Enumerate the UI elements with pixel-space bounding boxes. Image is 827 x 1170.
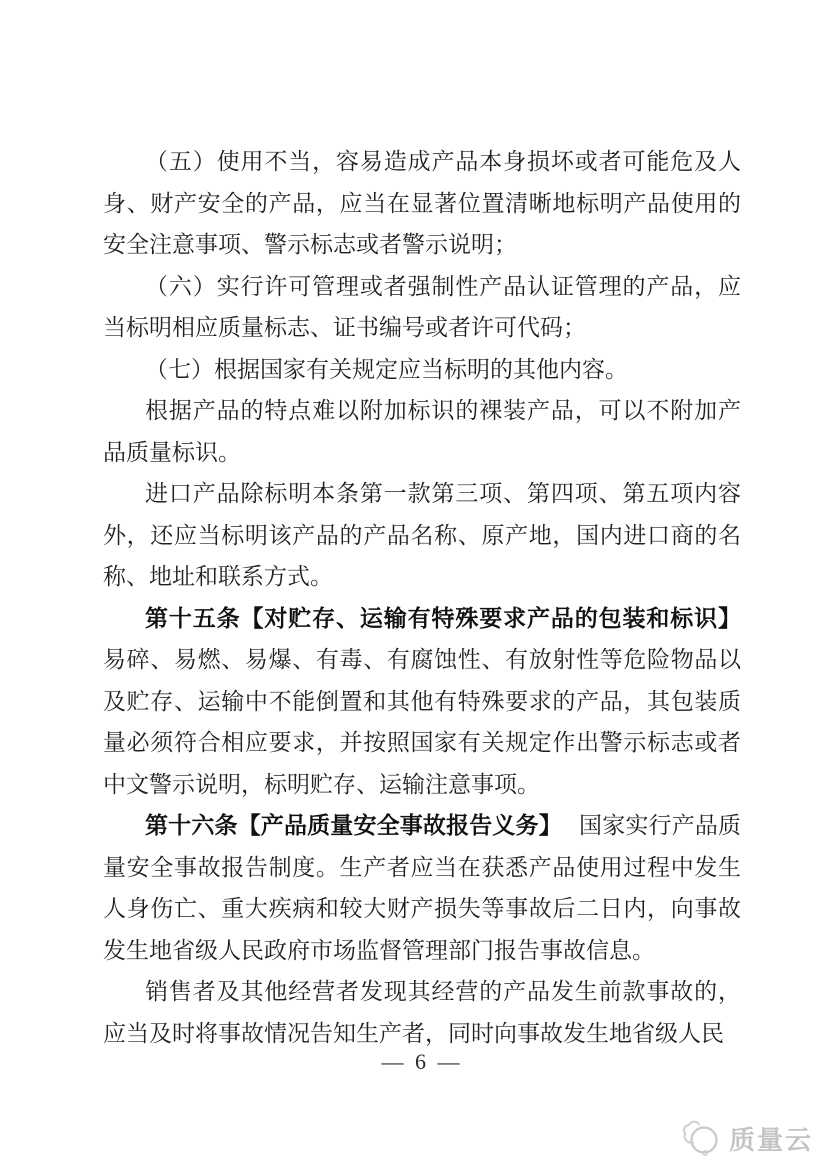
quality-cloud-logo-icon [678,1119,722,1157]
paragraph [103,266,741,349]
paragraph-text: 根据产品的特点难以附加标识的裸装产品，可以不附加产品质量标识。 [103,398,741,465]
paragraph [103,598,741,806]
paragraph-text: （六）实行许可管理或者强制性产品认证管理的产品，应当标明相应质量标志、证书编号或者许可代码； [103,273,741,340]
paragraph [103,141,741,266]
watermark-text: 质量云 [728,1124,813,1155]
paragraph [103,971,741,1054]
paragraph [103,390,741,473]
paragraph [103,349,741,391]
paragraph-text: （七）根据国家有关规定应当标明的其他内容。 [145,356,628,382]
article-heading: 第十六条【产品质量安全事故报告义务】 [145,812,562,838]
article-heading: 第十五条【对贮存、运输有特殊要求产品的包装和标识】 [145,604,741,631]
paragraph [103,473,741,598]
page-number: — 6 — [381,1049,463,1074]
document-body [103,141,741,1054]
watermark [678,1119,813,1157]
paragraph-text: 进口产品除标明本条第一款第三项、第四项、第五项内容外，还应当标明该产品的产品名称、原产地，国内进口商的名称、地址和联系方式。 [103,481,741,589]
paragraph-text: 易碎、易燃、易爆、有毒、有腐蚀性、有放射性等危险物品以及贮存、运输中不能倒置和其他有特殊要求的产品，其包装质量必须符合相应要求，并按照国家有关规定作出警示标志或者中文警示说明，标明贮存、运输注意事项。 [103,647,741,797]
paragraph-text: （五）使用不当，容易造成产品本身损坏或者可能危及人身、财产安全的产品，应当在显著位置清晰地标明产品使用的安全注意事项、警示标志或者警示说明； [103,149,741,257]
paragraph-text: 国家实行产品质量安全事故报告制度。生产者应当在获悉产品使用过程中发生人身伤亡、重大疾病和较大财产损失等事故后二日内，向事故发生地省级人民政府市场监督管理部门报告事故信息。 [103,813,742,963]
paragraph-text: 销售者及其他经营者发现其经营的产品发生前款事故的，应当及时将事故情况告知生产者，同时向事故发生地省级人民 [103,979,741,1046]
paragraph [103,805,741,971]
